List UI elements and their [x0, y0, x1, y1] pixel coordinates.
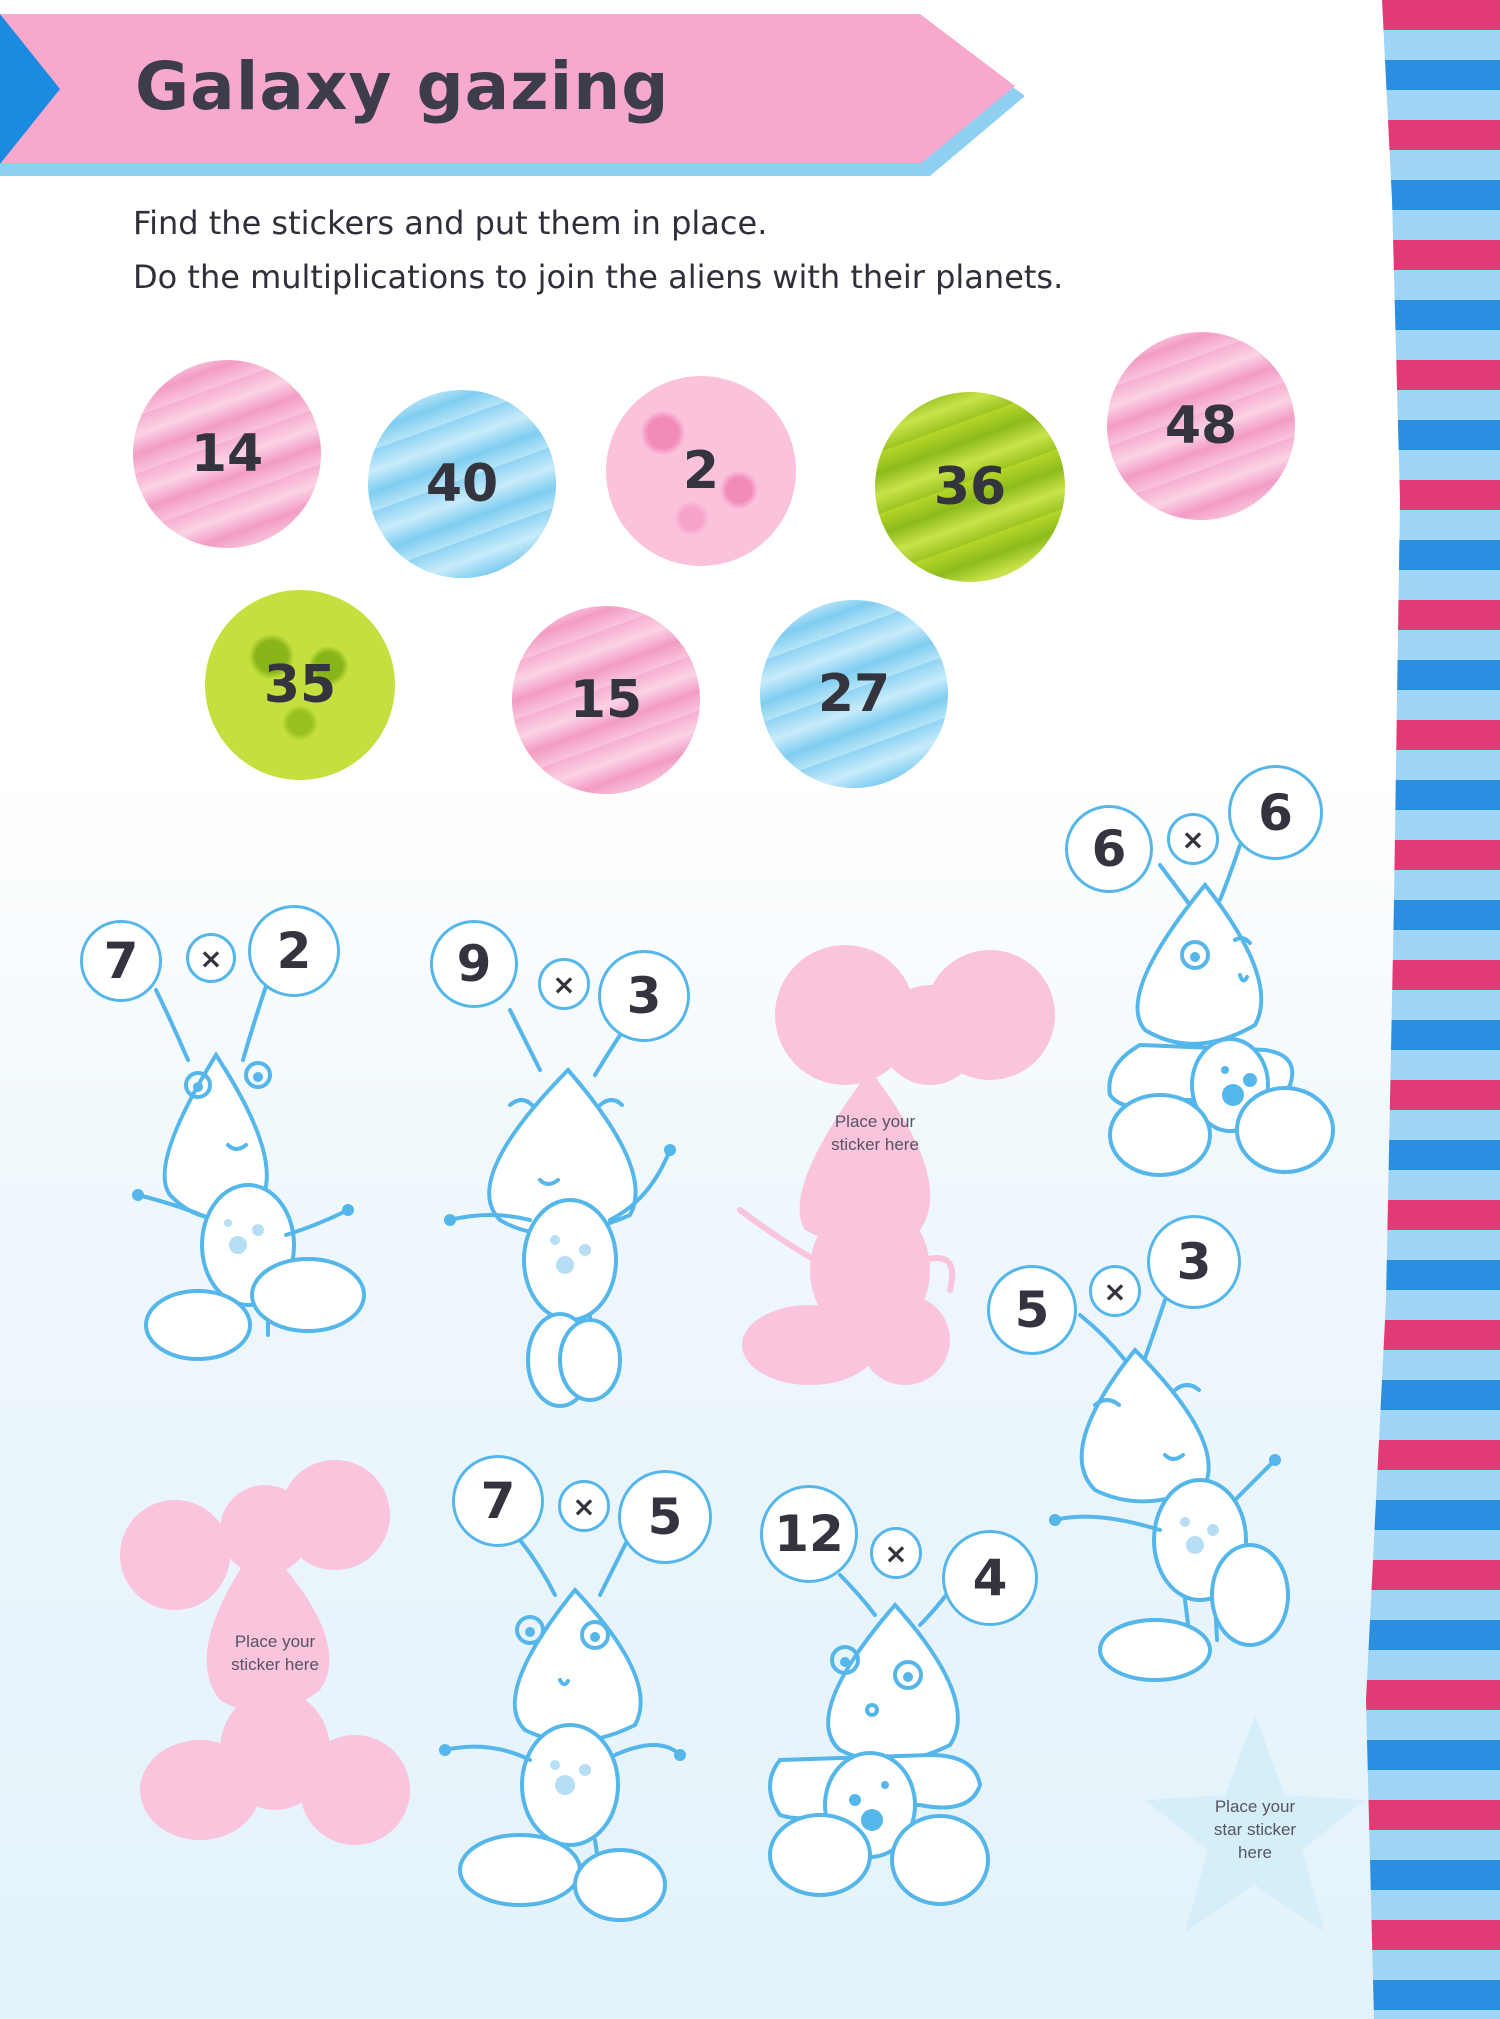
multiplier-bubble: 2 — [248, 905, 340, 997]
planet-value: 14 — [190, 424, 264, 484]
sticker-slot-2[interactable] — [120, 1460, 420, 1860]
multiplicand-bubble: 9 — [430, 920, 518, 1008]
instructions — [133, 196, 1283, 304]
planet-value: 36 — [933, 457, 1007, 517]
planet-value: 40 — [425, 454, 499, 514]
times-sign-bubble: × — [1167, 813, 1219, 865]
times-sign-bubble: × — [1089, 1265, 1141, 1317]
times-sign-bubble: × — [538, 958, 590, 1010]
multiplicand-bubble: 5 — [987, 1265, 1077, 1355]
alien-6x6[interactable] — [1065, 765, 1355, 1185]
alien-9x3[interactable] — [430, 920, 710, 1400]
sticker-placeholder-text: Place your sticker here — [831, 1112, 919, 1154]
multiplicand-bubble: 7 — [80, 920, 162, 1002]
planet-value: 27 — [817, 664, 891, 724]
multiplicand-bubble: 7 — [452, 1455, 544, 1547]
planet-sticker-48[interactable] — [1107, 332, 1295, 520]
times-sign-bubble: × — [186, 933, 236, 983]
alien-12x4[interactable] — [760, 1485, 1060, 1925]
multiplier-bubble: 3 — [598, 950, 690, 1042]
star-sticker-slot[interactable] — [1140, 1710, 1370, 1940]
multiplicand-bubble: 6 — [1065, 805, 1153, 893]
planet-sticker-35[interactable] — [205, 590, 395, 780]
star-placeholder-text: Place your star sticker here — [1213, 1797, 1297, 1862]
instruction-line-2: Do the multiplications to join the aliens with their planets. — [133, 258, 1064, 296]
instruction-line-1: Find the stickers and put them in place. — [133, 204, 768, 242]
planet-value: 15 — [569, 670, 643, 730]
planet-sticker-27[interactable] — [760, 600, 948, 788]
alien-7x2[interactable] — [78, 905, 378, 1345]
planet-value: 35 — [263, 655, 337, 715]
planet-sticker-40[interactable] — [368, 390, 556, 578]
planet-sticker-15[interactable] — [512, 606, 700, 794]
multiplier-bubble: 3 — [1147, 1215, 1241, 1309]
planet-value: 2 — [682, 441, 720, 501]
times-sign-bubble: × — [558, 1480, 610, 1532]
planet-value: 48 — [1164, 396, 1238, 456]
multiplier-bubble: 6 — [1228, 765, 1323, 860]
planet-sticker-2[interactable] — [606, 376, 796, 566]
multiplier-bubble: 4 — [942, 1530, 1038, 1626]
alien-7x5[interactable] — [430, 1455, 730, 1915]
planet-sticker-14[interactable] — [133, 360, 321, 548]
multiplicand-bubble: 12 — [760, 1485, 858, 1583]
multiplier-bubble: 5 — [618, 1470, 712, 1564]
sticker-placeholder-text: Place your sticker here — [231, 1632, 319, 1674]
striped-border — [1364, 0, 1500, 2019]
page-title: Galaxy gazing — [135, 48, 670, 125]
times-sign-bubble: × — [870, 1527, 922, 1579]
planet-sticker-36[interactable] — [875, 392, 1065, 582]
